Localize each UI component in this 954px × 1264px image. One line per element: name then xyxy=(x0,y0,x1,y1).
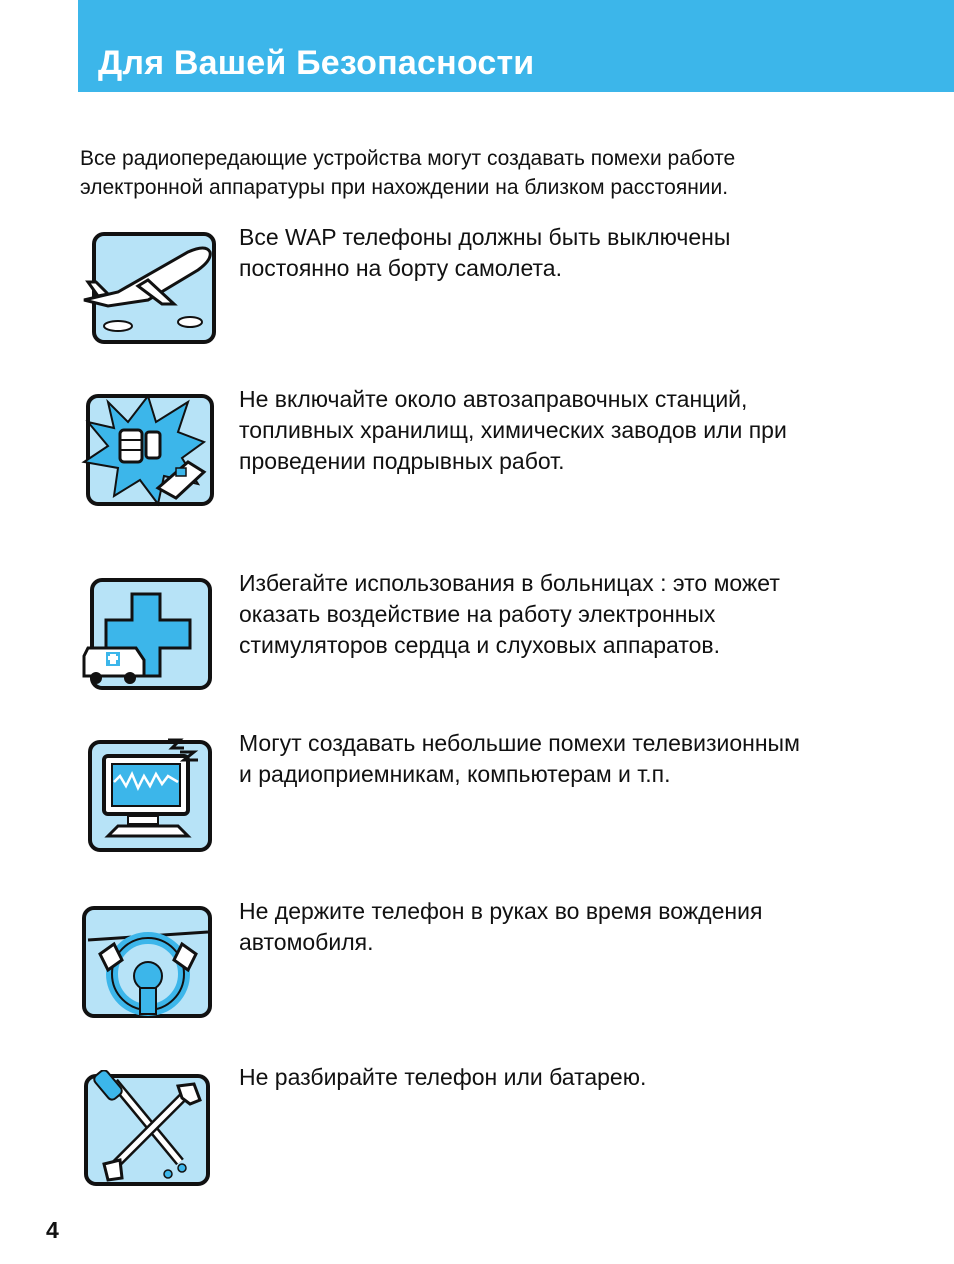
intro-paragraph xyxy=(80,144,880,202)
safety-item-text: Не включайте около автозаправочных станций, топливных хранилищ, химических заводов или при проведении подрывных работ. xyxy=(239,386,787,474)
page-number: 4 xyxy=(46,1217,59,1243)
intro-line: электронной аппаратуры при нахождении на близком расстоянии. xyxy=(80,176,729,199)
computer-interference-icon xyxy=(78,736,218,856)
steering-wheel-icon xyxy=(78,904,218,1024)
fuel-hazard-icon xyxy=(78,392,218,512)
safety-item-text: Могут создавать небольшие помехи телевизионным и радиоприемникам, компьютерам и т.п. xyxy=(239,730,800,787)
tools-icon xyxy=(78,1070,218,1190)
safety-item-text: Не разбирайте телефон или батарею. xyxy=(239,1064,647,1090)
safety-item-text: Избегайте использования в больницах : это может оказать воздействие на работу электронных стимуляторов сердца и слуховых аппаратов. xyxy=(239,570,780,658)
safety-item-text: Все WAP телефоны должны быть выключены постоянно на борту самолета. xyxy=(239,224,731,281)
hospital-icon xyxy=(78,576,218,696)
airplane-icon xyxy=(78,230,218,350)
intro-line: Все радиопередающие устройства могут создавать помехи работе xyxy=(80,147,736,170)
page-title: Для Вашей Безопасности xyxy=(98,44,535,82)
safety-item-text: Не держите телефон в руках во время вождения автомобиля. xyxy=(239,898,763,955)
